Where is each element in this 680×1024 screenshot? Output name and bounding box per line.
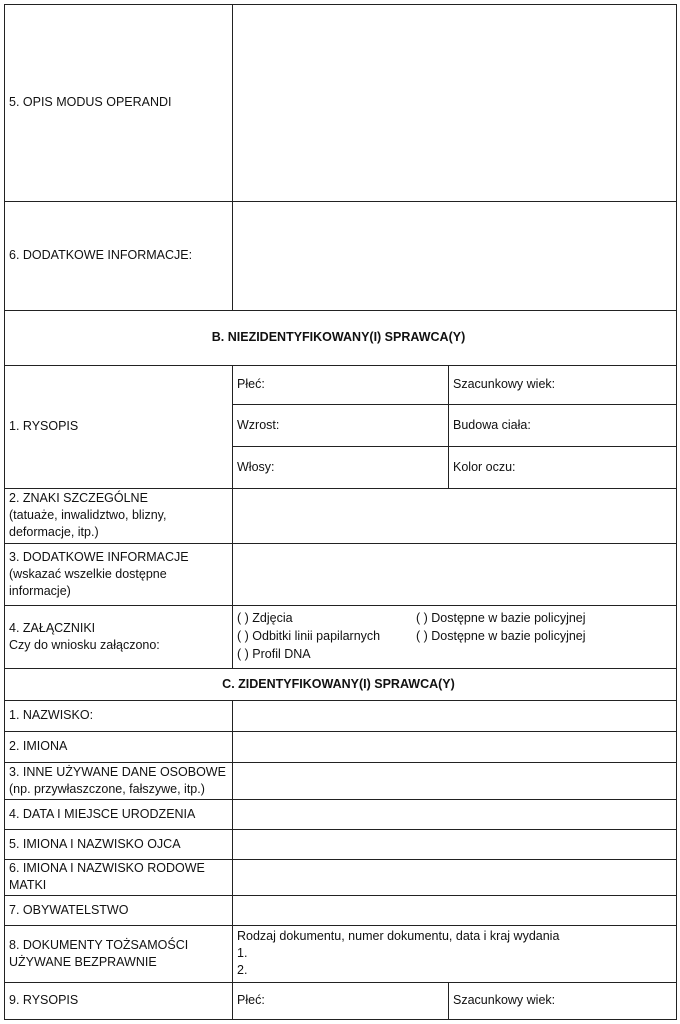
attachments-title: 4. ZAŁĄCZNIKI: [9, 620, 96, 635]
other-identities-field[interactable]: [232, 762, 677, 799]
mother-name-title: 6. IMIONA I NAZWISKO RODOWE: [9, 861, 205, 875]
mother-name-label: [4, 859, 232, 895]
checkbox-fingerprints-in-police-db[interactable]: ( ) Dostępne w bazie policyjnej: [416, 629, 586, 643]
illegal-documents-item-1: 1.: [237, 946, 248, 960]
eye-color-field[interactable]: Kolor oczu:: [453, 459, 516, 474]
section-c-heading: C. ZIDENTYFIKOWANY(I) SPRAWCA(Y): [222, 676, 455, 691]
surname-label: 1. NAZWISKO:: [9, 708, 94, 722]
b-additional-info-label: [4, 543, 232, 605]
other-identities-label: [4, 762, 232, 799]
sex-field[interactable]: Płeć:: [237, 377, 265, 391]
c-description-label: 9. RYSOPIS: [9, 993, 79, 1007]
father-name-label: 5. IMIONA I NAZWISKO OJCA: [9, 836, 181, 851]
additional-info-field[interactable]: [232, 201, 677, 310]
birth-date-place-label: 4. DATA I MIEJSCE URODZENIA: [9, 806, 196, 821]
b-additional-info-title: 3. DODATKOWE INFORMACJE: [9, 549, 189, 564]
height-field[interactable]: Wzrost:: [237, 417, 280, 432]
special-marks-label: [4, 488, 232, 543]
modus-operandi-label: 5. OPIS MODUS OPERANDI: [9, 95, 172, 109]
illegal-documents-title: 8. DOKUMENTY TOŻSAMOŚCI: [9, 937, 189, 952]
father-name-field[interactable]: [232, 829, 677, 859]
b-additional-info-hint-2: informacje): [9, 583, 71, 598]
illegal-documents-title-2: UŻYWANE BEZPRAWNIE: [9, 954, 157, 969]
first-names-label: 2. IMIONA: [9, 739, 68, 753]
special-marks-hint-2: deformacje, itp.): [9, 525, 99, 539]
birth-date-place-field[interactable]: [232, 799, 677, 829]
special-marks-hint: (tatuaże, inwalidztwo, blizny,: [9, 508, 167, 522]
checkbox-dna-profile[interactable]: ( ) Profil DNA: [237, 647, 311, 661]
other-identities-title: 3. INNE UŻYWANE DANE OSOBOWE: [9, 764, 226, 779]
attachments-question: Czy do wniosku załączono:: [9, 637, 160, 652]
illegal-documents-hint: Rodzaj dokumentu, numer dokumentu, data i kraj wydania: [237, 929, 560, 943]
offender-form-table: [4, 4, 677, 1020]
checkbox-fingerprints[interactable]: ( ) Odbitki linii papilarnych: [237, 629, 381, 643]
checkbox-photos-in-police-db[interactable]: ( ) Dostępne w bazie policyjnej: [416, 611, 586, 625]
build-field[interactable]: Budowa ciała:: [453, 417, 531, 432]
attachments-label: [4, 605, 232, 668]
first-names-field[interactable]: [232, 731, 677, 762]
c-estimated-age-field[interactable]: Szacunkowy wiek:: [453, 993, 556, 1007]
c-sex-field[interactable]: Płeć:: [237, 993, 265, 1007]
estimated-age-field[interactable]: Szacunkowy wiek:: [453, 377, 556, 391]
checkbox-photos[interactable]: ( ) Zdjęcia: [237, 611, 293, 625]
other-identities-hint: (np. przywłaszczone, fałszywe, itp.): [9, 781, 205, 796]
special-marks-title: 2. ZNAKI SZCZEGÓLNE: [9, 491, 148, 505]
section-b-heading: B. NIEZIDENTYFIKOWANY(I) SPRAWCA(Y): [211, 330, 466, 344]
illegal-documents-item-2: 2.: [237, 963, 248, 977]
b-additional-info-field[interactable]: [232, 543, 677, 605]
additional-info-label: 6. DODATKOWE INFORMACJE:: [9, 248, 193, 262]
surname-field[interactable]: [232, 700, 677, 731]
citizenship-field[interactable]: [232, 895, 677, 925]
special-marks-field[interactable]: [232, 488, 677, 543]
hair-field[interactable]: Włosy:: [237, 459, 275, 474]
citizenship-label: 7. OBYWATELSTWO: [9, 902, 129, 917]
mother-name-title-2: MATKI: [9, 878, 47, 892]
modus-operandi-field[interactable]: [232, 4, 677, 201]
description-label: 1. RYSOPIS: [9, 419, 79, 433]
b-additional-info-hint: (wskazać wszelkie dostępne: [9, 566, 167, 581]
illegal-documents-label: [4, 925, 232, 982]
illegal-documents-field[interactable]: [232, 926, 677, 982]
mother-name-field[interactable]: [232, 859, 677, 895]
